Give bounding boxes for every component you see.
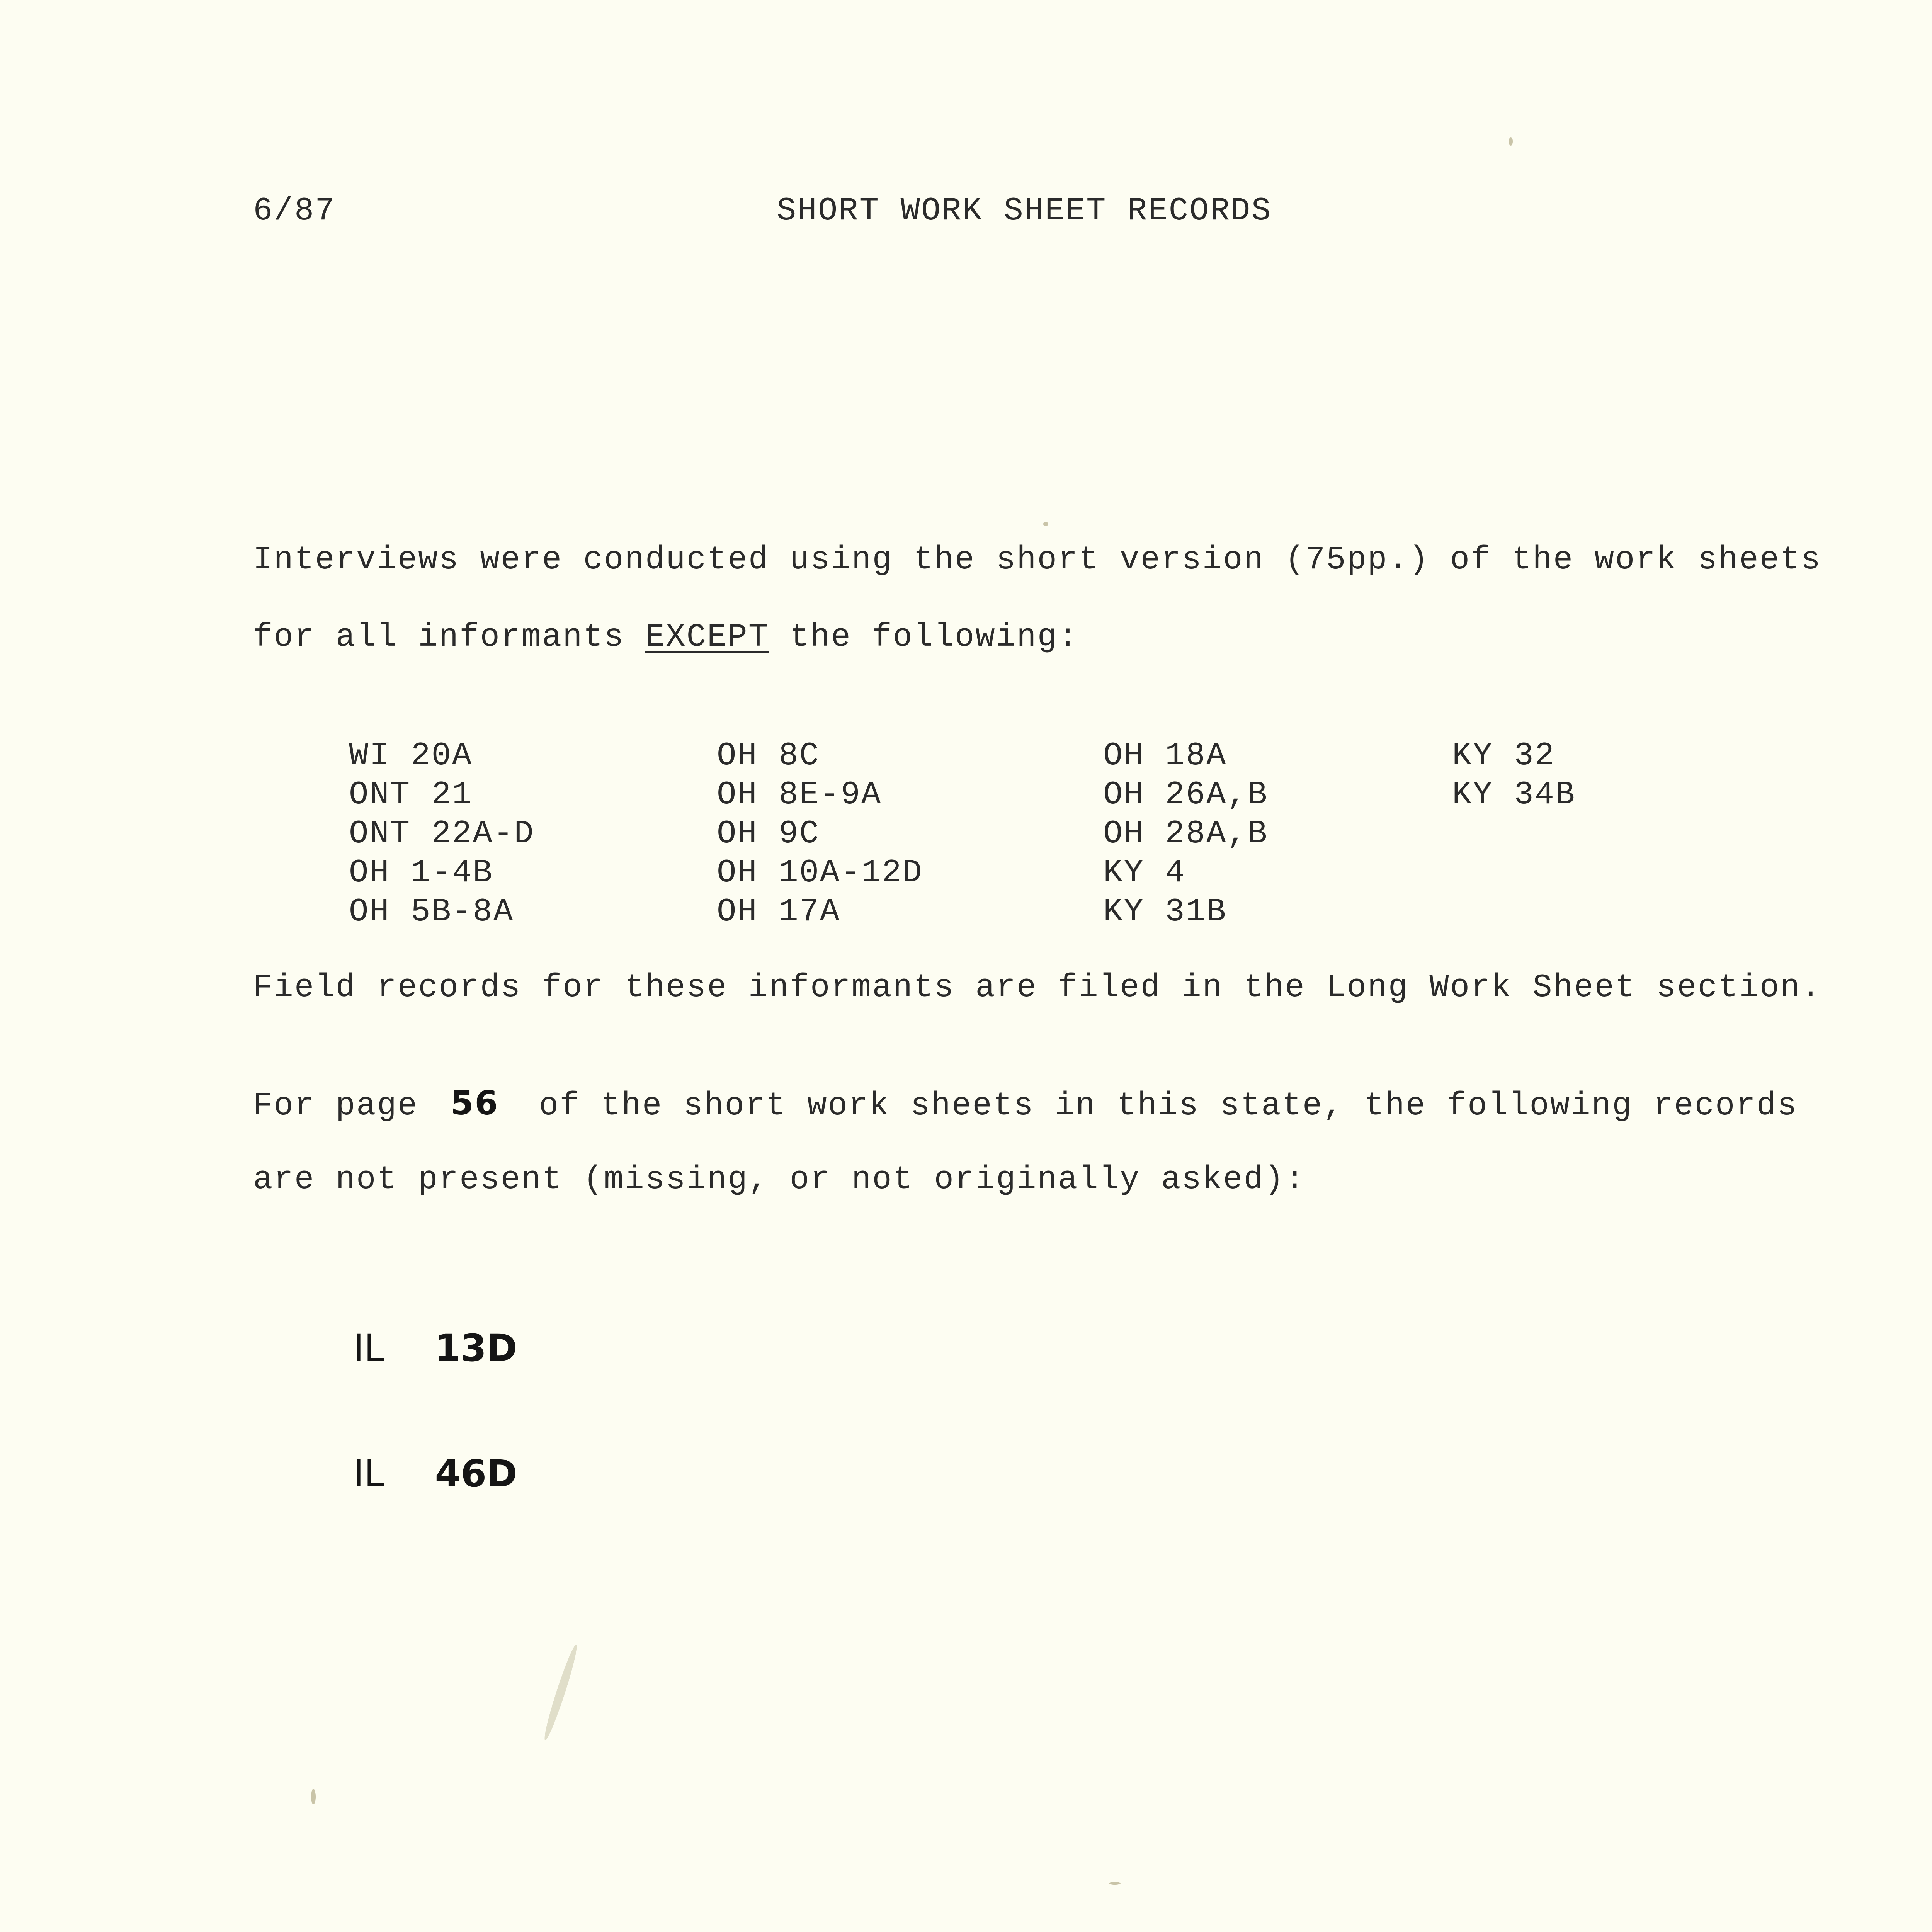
exception-item: KY 34B: [1452, 777, 1576, 813]
exception-item: OH 8E-9A: [717, 777, 882, 813]
record-id: 46D: [435, 1452, 517, 1495]
exception-item: OH 9C: [717, 816, 820, 852]
header-title: SHORT WORK SHEET RECORDS: [777, 193, 1272, 230]
exception-item: OH 28A,B: [1103, 816, 1269, 852]
intro-line-2-after: the following:: [769, 619, 1079, 656]
intro-line-1: Interviews were conducted using the short version (75pp.) of the work sheets: [253, 542, 1822, 578]
handwritten-page-number: 56: [450, 1084, 499, 1122]
exception-item: ONT 21: [349, 777, 473, 813]
exceptions-column-3: [1103, 740, 1268, 935]
field-records-note: Field records for these informants are filed in the Long Work Sheet section.: [253, 969, 1822, 1006]
exception-item: WI 20A: [349, 738, 473, 774]
paper-speck: [311, 1789, 316, 1804]
exceptions-column-4: [1452, 740, 1576, 818]
exception-item: OH 26A,B: [1103, 777, 1269, 813]
exception-item: OH 8C: [717, 738, 820, 774]
exceptions-column-2: [717, 740, 923, 935]
exception-item: OH 1-4B: [349, 855, 493, 891]
exception-item: KY 4: [1103, 855, 1186, 891]
exception-item: OH 10A-12D: [717, 855, 923, 891]
missing-line-1-before: For page: [253, 1088, 439, 1124]
handwritten-record-1: [301, 1293, 517, 1404]
record-state: IL: [353, 1327, 385, 1370]
exception-item: KY 32: [1452, 738, 1556, 774]
except-emphasis: EXCEPT: [645, 619, 769, 656]
record-id: 13D: [435, 1327, 517, 1370]
exception-item: ONT 22A-D: [349, 816, 535, 852]
exceptions-column-1: [349, 740, 535, 935]
record-state: IL: [353, 1452, 385, 1495]
paper-speck: [1509, 137, 1513, 146]
exception-item: OH 18A: [1103, 738, 1227, 774]
paper-speck: [1109, 1882, 1121, 1885]
paper-speck: [1043, 522, 1048, 526]
intro-line-2: [253, 621, 1078, 654]
missing-line-2: are not present (missing, or not originally asked):: [253, 1162, 1306, 1198]
missing-line-1-after: of the short work sheets in this state, the following records: [518, 1088, 1798, 1124]
paper-smudge: [541, 1643, 580, 1742]
intro-line-2-before: for all informants: [253, 619, 645, 656]
header-date: 6/87: [253, 193, 336, 230]
handwritten-record-2: [301, 1418, 517, 1529]
exception-item: OH 17A: [717, 894, 841, 930]
exception-item: KY 31B: [1103, 894, 1227, 930]
exception-item: OH 5B-8A: [349, 894, 514, 930]
missing-line-1: [253, 1084, 1798, 1124]
